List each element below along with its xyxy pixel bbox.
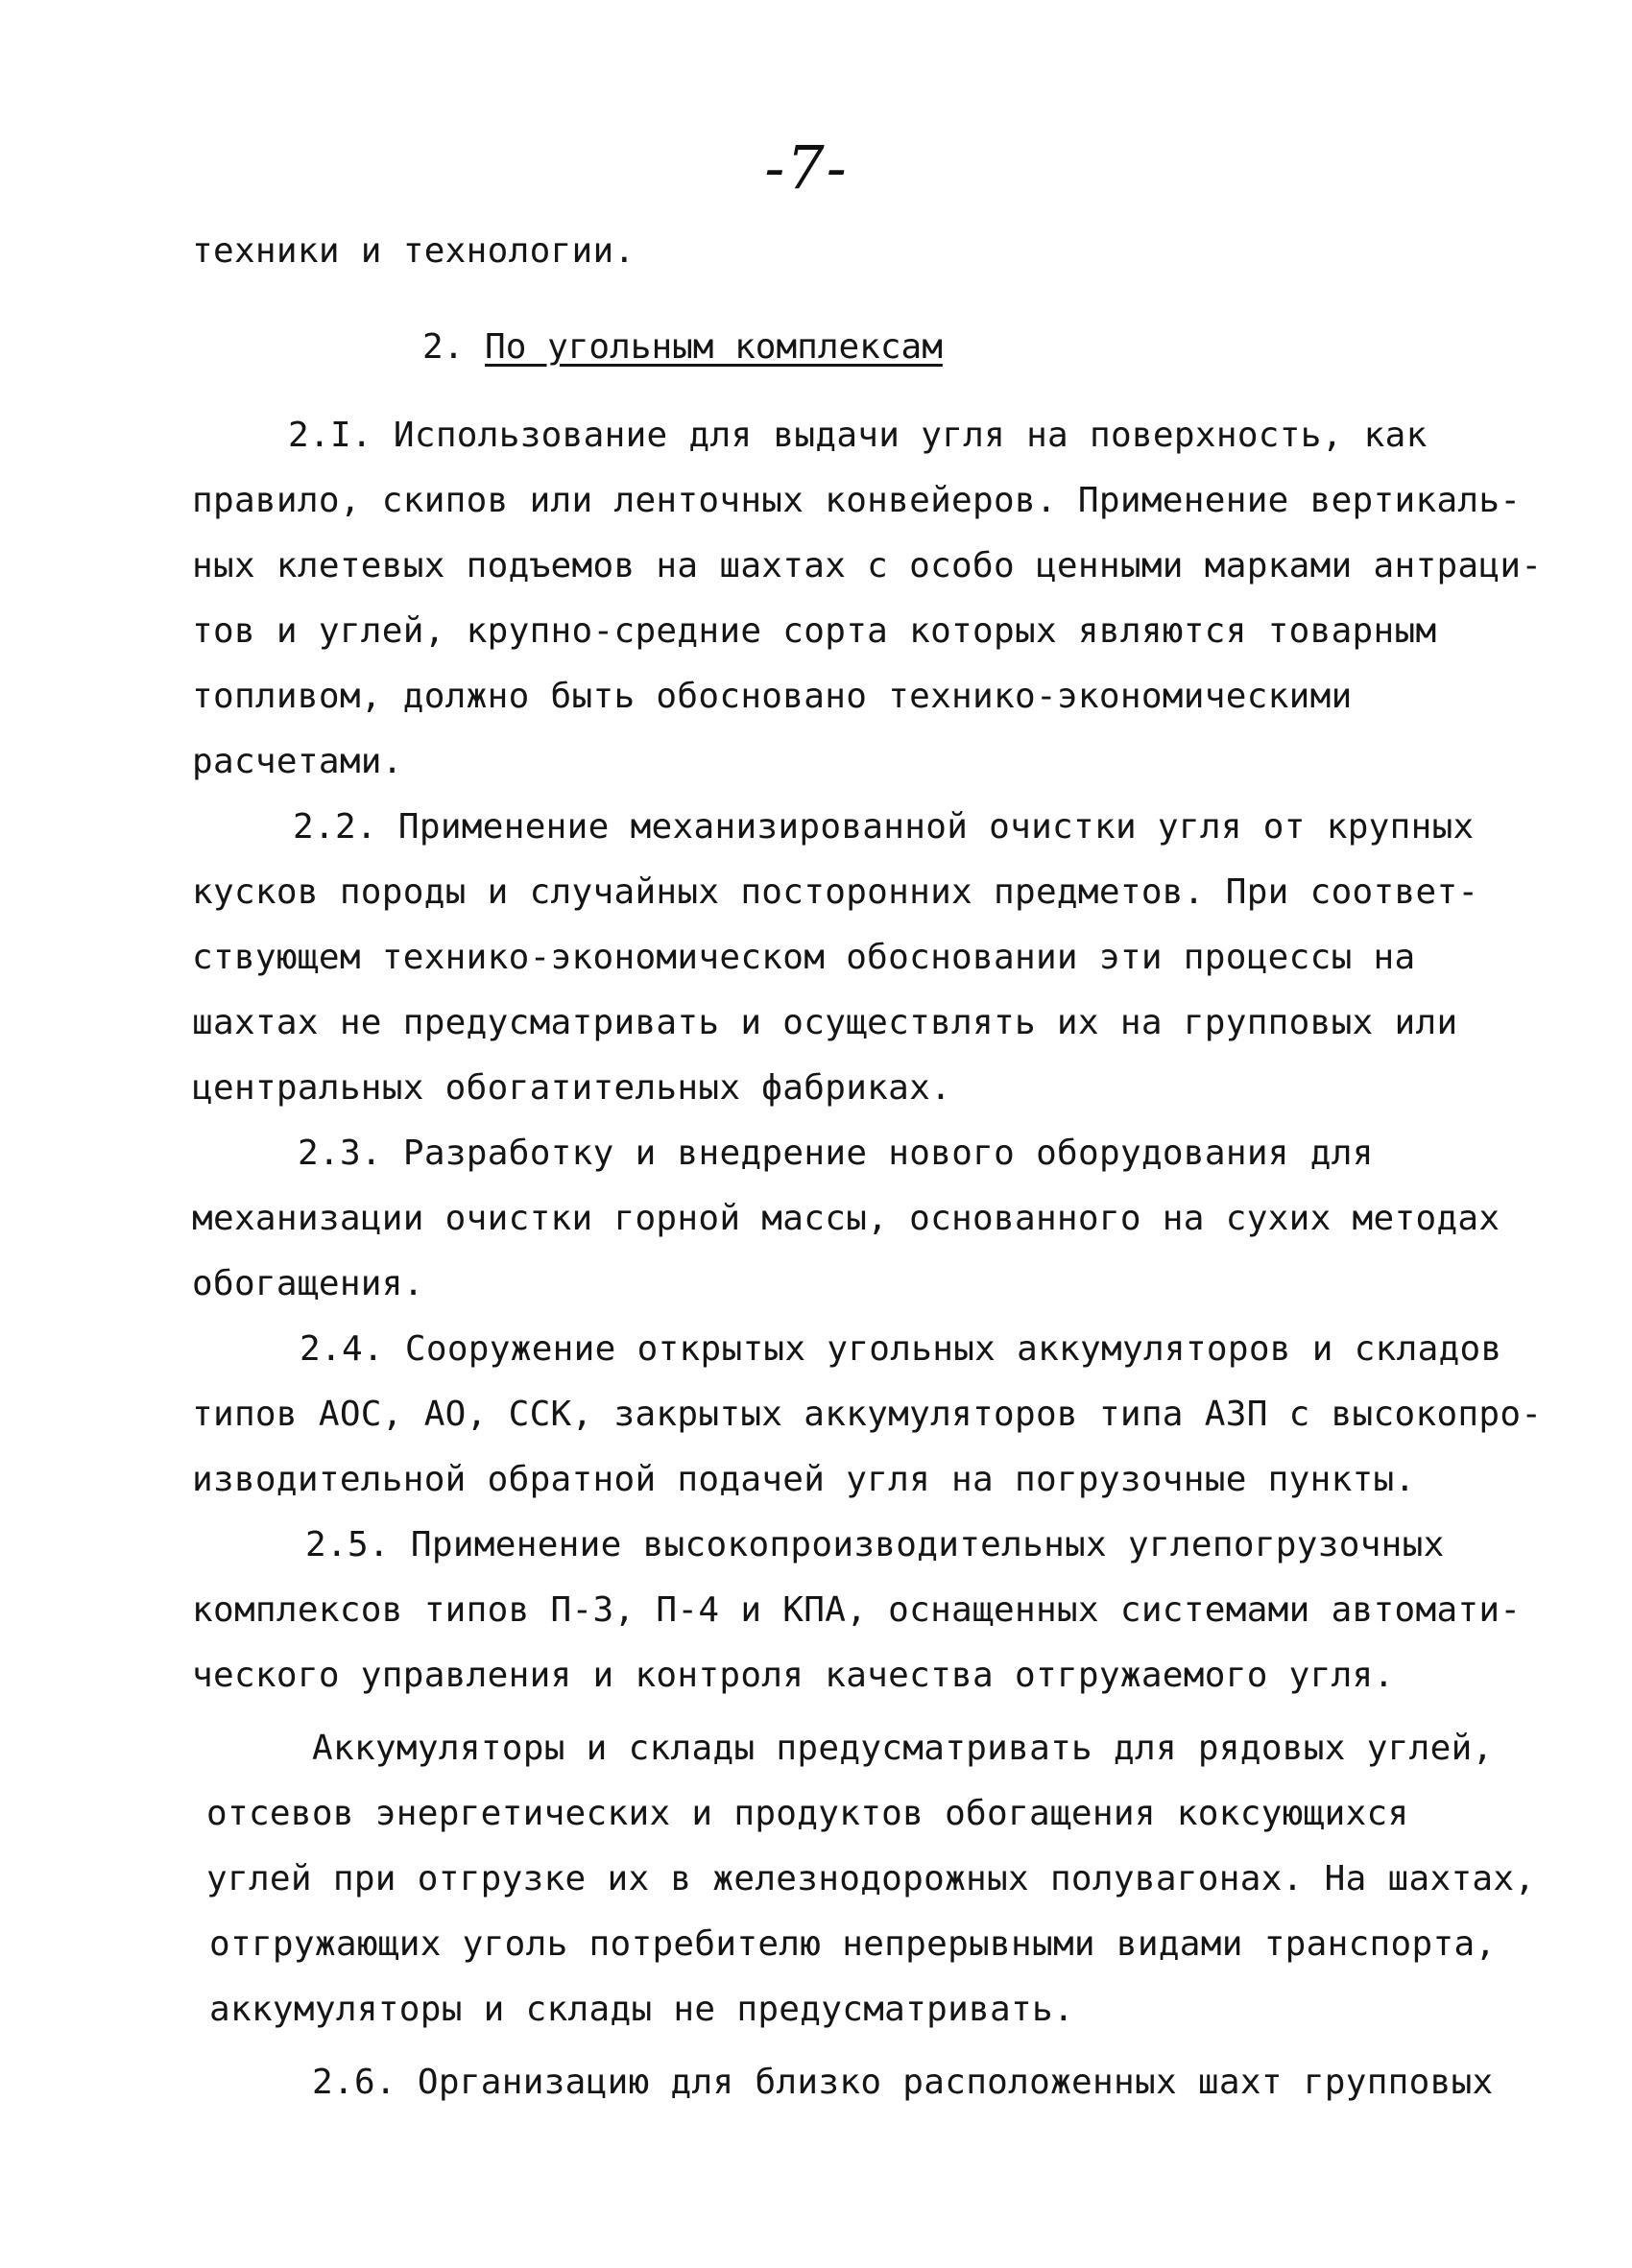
paragraph-line: расчетами. <box>192 742 403 781</box>
paragraph-line: типов АОС, АО, ССК, закрытых аккумуляторов типа АЗП с высокопро- <box>192 1395 1543 1434</box>
paragraph-line: обогащения. <box>192 1264 424 1303</box>
page-number: -7- <box>764 132 849 203</box>
paragraph-line: 2.5. Применение высокопроизводительных углепогрузочных <box>305 1525 1445 1564</box>
paragraph-line: топливом, должно быть обосновано технико-экономическими <box>192 677 1353 716</box>
paragraph-line: кусков породы и случайных посторонних предметов. При соответ- <box>192 872 1479 912</box>
paragraph-line: комплексов типов П-3, П-4 и КПА, оснащенных системами автомати- <box>192 1590 1522 1630</box>
paragraph-line: механизации очистки горной массы, основанного на сухих методах <box>192 1199 1500 1238</box>
section-title: По угольным комплексам <box>485 327 943 367</box>
paragraph-line: 2.6. Организацию для близко расположенных шахт групповых <box>312 2063 1494 2102</box>
paragraph-line: тов и углей, крупно-средние сорта которых являются товарным <box>192 611 1437 651</box>
paragraph-line: шахтах не предусматривать и осуществлять их на групповых или <box>192 1003 1458 1042</box>
section-number: 2. <box>422 327 465 367</box>
text-line-intro: техники и технологии. <box>192 231 636 271</box>
paragraph-line: 2.I. Использование для выдачи угля на поверхность, как <box>288 416 1428 455</box>
paragraph-line: ствующем технико-экономическом обосновании эти процессы на <box>192 938 1416 977</box>
paragraph-line: углей при отгрузке их в железнодорожных полувагонах. На шахтах, <box>206 1859 1536 1898</box>
paragraph-line: центральных обогатительных фабриках. <box>192 1068 952 1108</box>
paragraph-line: ческого управления и контроля качества отгружаемого угля. <box>192 1656 1395 1695</box>
paragraph-line: правило, скипов или ленточных конвейеров. Применение вертикаль- <box>192 481 1522 520</box>
paragraph-line: отгружающих уголь потребителю непрерывными видами транспорта, <box>209 1924 1497 1964</box>
paragraph-line: 2.2. Применение механизированной очистки угля от крупных <box>293 807 1475 847</box>
section-heading <box>422 326 943 369</box>
paragraph-line: 2.4. Сооружение открытых угольных аккумуляторов и складов <box>300 1329 1502 1369</box>
paragraph-line: ных клетевых подъемов на шахтах с особо ценными марками антраци- <box>192 546 1543 585</box>
paragraph-line: 2.3. Разработку и внедрение нового оборудования для <box>298 1134 1374 1173</box>
paragraph-line: аккумуляторы и склады не предусматривать. <box>209 1990 1074 2029</box>
paragraph-line: изводительной обратной подачей угля на погрузочные пункты. <box>192 1460 1416 1499</box>
paragraph-line: отсевов энергетических и продуктов обогащения коксующихся <box>206 1794 1409 1833</box>
paragraph-line: Аккумуляторы и склады предусматривать для рядовых углей, <box>312 1729 1494 1768</box>
